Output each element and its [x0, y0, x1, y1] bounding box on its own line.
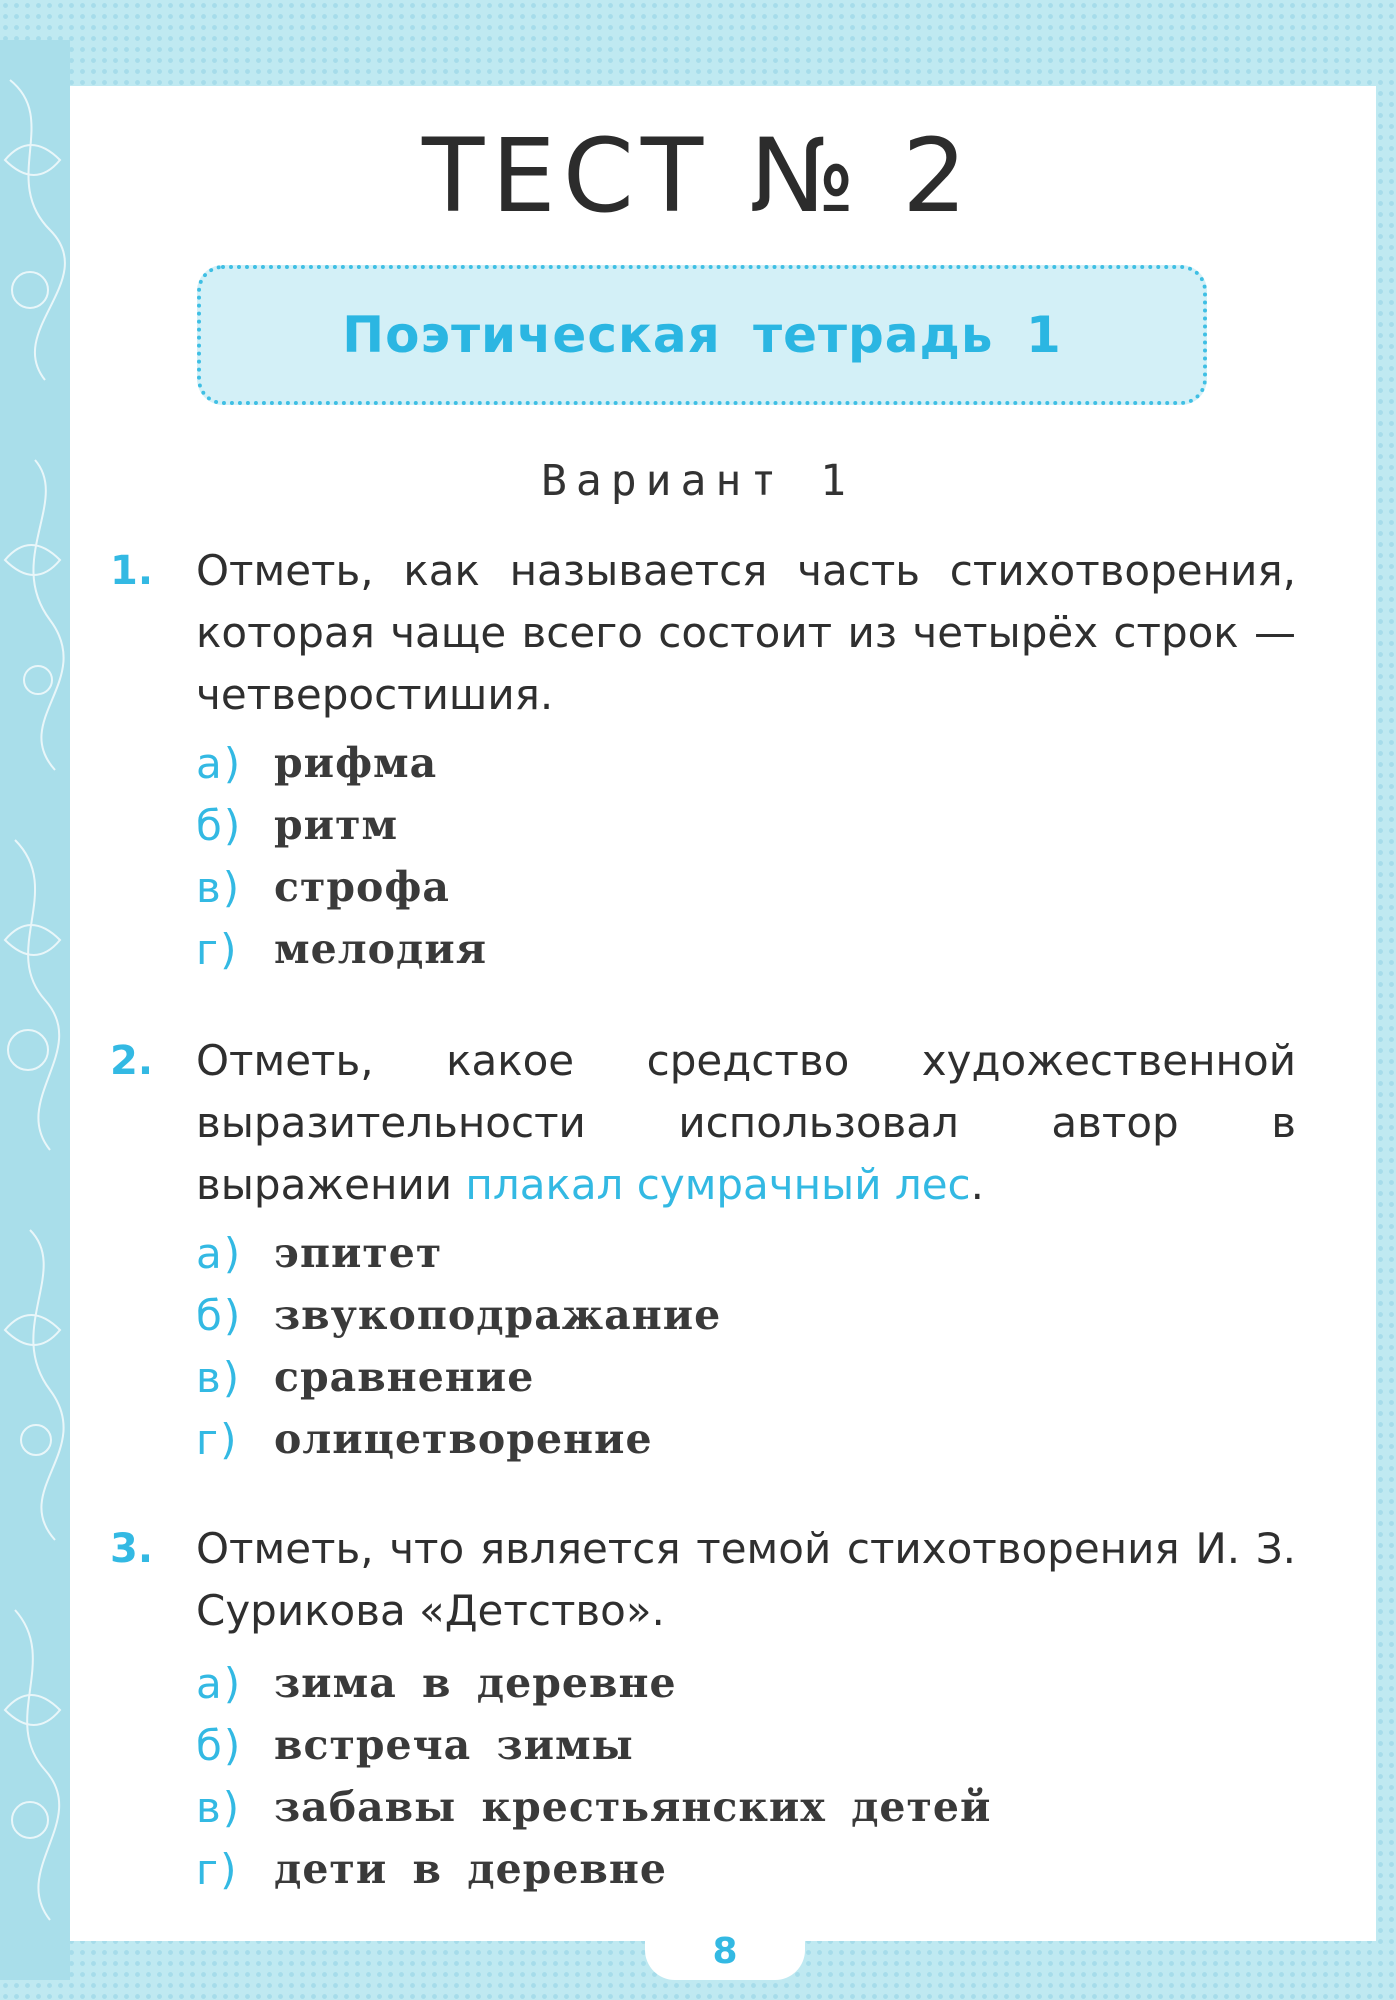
answer-letter: в)	[196, 1782, 242, 1832]
answer-option[interactable]	[196, 1776, 1196, 1838]
question-text	[196, 1030, 1296, 1216]
question-number: 2.	[110, 1038, 154, 1084]
answer-letter: в)	[196, 862, 242, 912]
answer-option[interactable]	[196, 856, 1196, 918]
answer-letter: а)	[196, 1658, 243, 1708]
question-text-end: .	[970, 1160, 984, 1209]
answer-text: эпитет	[274, 1229, 443, 1277]
answer-option[interactable]	[196, 918, 1196, 980]
answer-text: ритм	[274, 801, 399, 849]
answer-text: зима в деревне	[274, 1659, 677, 1707]
floral-pattern-icon	[0, 40, 70, 1980]
page-number: 8	[712, 1931, 738, 1972]
question-text: Отметь, как называется часть стихотворения, которая чаще всего состоит из четырёх строк — четверостишия.	[196, 546, 1296, 719]
answer-text: мелодия	[274, 925, 487, 973]
answer-text: сравнение	[274, 1353, 535, 1401]
answer-option[interactable]	[196, 1408, 1196, 1470]
answer-option[interactable]	[196, 1714, 1196, 1776]
answer-letter: в)	[196, 1352, 242, 1402]
variant-label: Вариант 1	[541, 456, 855, 506]
answer-text: строфа	[274, 863, 450, 911]
answer-option[interactable]	[196, 1222, 1196, 1284]
question-text-start: Отметь, какое средство художественной выразительности использовал автор в выражении	[196, 1036, 1296, 1209]
answer-text: забавы крестьянских детей	[274, 1783, 992, 1831]
answer-option[interactable]	[196, 1652, 1196, 1714]
test-title: ТЕСТ № 2	[421, 117, 975, 236]
question-text: Отметь, что является темой стихотворения И. З. Сурикова «Детство».	[196, 1524, 1296, 1635]
answer-list	[196, 1652, 1196, 1900]
answer-option[interactable]	[196, 1284, 1196, 1346]
answer-option[interactable]	[196, 1346, 1196, 1408]
answer-list	[196, 1222, 1196, 1470]
answer-option[interactable]	[196, 732, 1196, 794]
answer-letter: г)	[196, 1844, 239, 1894]
highlighted-phrase: плакал сумрачный лес	[465, 1160, 971, 1209]
answer-letter: а)	[196, 1228, 243, 1278]
answer-option[interactable]	[196, 794, 1196, 856]
topic-banner	[197, 265, 1207, 405]
answer-letter: г)	[196, 1414, 239, 1464]
topic-title: Поэтическая тетрадь 1	[342, 306, 1062, 364]
question-number: 1.	[110, 548, 154, 594]
answer-letter: г)	[196, 924, 239, 974]
answer-text: встреча зимы	[274, 1721, 634, 1769]
floral-ornament-border	[0, 40, 70, 1980]
answer-letter: б)	[196, 800, 243, 850]
answer-text: звукоподражание	[274, 1291, 722, 1339]
answer-option[interactable]	[196, 1838, 1196, 1900]
answer-text: рифма	[274, 739, 438, 787]
answer-letter: б)	[196, 1290, 243, 1340]
answer-text: дети в деревне	[274, 1845, 668, 1893]
answer-letter: б)	[196, 1720, 243, 1770]
answer-text: олицетворение	[274, 1415, 653, 1463]
answer-list	[196, 732, 1196, 980]
page-number-tab	[645, 1924, 805, 1980]
question-number: 3.	[110, 1526, 154, 1572]
answer-letter: а)	[196, 738, 243, 788]
